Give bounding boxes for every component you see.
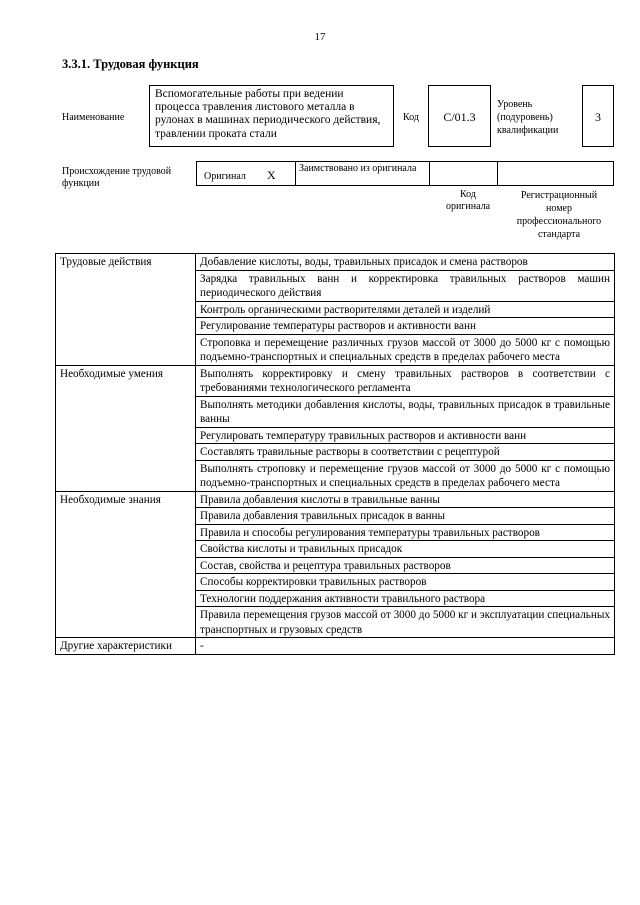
knowledge-item: Правила добавления травильных присадок в ванны — [196, 508, 615, 525]
table-row — [56, 638, 615, 655]
page-number: 17 — [314, 31, 326, 43]
code-original-label: Код оригинала — [445, 189, 491, 212]
skill-item: Выполнять методики добавления кислоты, воды, травильных присадок в травильные ванны — [196, 396, 615, 427]
table-row — [56, 365, 615, 396]
reg-number-label-line: стандарта — [537, 229, 581, 240]
reg-number-label-line: номер — [546, 203, 572, 214]
labor-action-item: Контроль органическими растворителями деталей и изделий — [196, 301, 615, 318]
labor-action-item: Зарядка травильных ванн и корректировка травильных растворов машин периодического действия — [196, 270, 615, 301]
name-label: Наименование — [62, 112, 125, 123]
table-row — [56, 491, 615, 508]
knowledge-item: Правила добавления кислоты в травильные ванны — [196, 491, 615, 508]
level-value-box — [582, 85, 614, 147]
skill-item: Выполнять строповку и перемещение грузов массой от 3000 до 5000 кг с помощью подъемно-транспортных и специальных средств в пределах рабочего места — [196, 460, 615, 491]
other-characteristics-value: - — [196, 638, 615, 655]
level-value: 3 — [595, 110, 601, 124]
origin-row — [196, 161, 614, 186]
level-label — [497, 98, 558, 137]
labor-action-item: Регулирование температуры растворов и активности ванн — [196, 318, 615, 335]
knowledge-item: Способы корректировки травильных растворов — [196, 574, 615, 591]
borrowed-label: Заимствовано из оригинала — [299, 163, 417, 174]
skill-item: Составлять травильные растворы в соответствии с рецептурой — [196, 444, 615, 461]
required-knowledge-label: Необходимые знания — [56, 491, 196, 638]
level-label-line: квалификации — [497, 125, 559, 136]
code-label: Код — [403, 112, 419, 123]
knowledge-item: Правила перемещения грузов массой от 3000 до 5000 кг и эксплуатации специальных транспортных и грузовых средств — [196, 607, 615, 638]
original-mark: Х — [267, 168, 276, 182]
knowledge-item: Состав, свойства и рецептура травильных растворов — [196, 557, 615, 574]
borrowed-cell — [296, 161, 430, 186]
labor-action-item: Добавление кислоты, воды, травильных присадок и смена растворов — [196, 254, 615, 271]
code-value: С/01.3 — [443, 110, 476, 124]
function-table — [55, 253, 615, 655]
reg-number-label — [500, 189, 618, 241]
section-title: 3.3.1. Трудовая функция — [62, 57, 199, 71]
level-label-line: (подуровень) — [497, 112, 553, 123]
other-characteristics-label: Другие характеристики — [56, 638, 196, 655]
skill-item: Выполнять корректировку и смену травильных растворов в соответствии с требованиями технологического регламента — [196, 365, 615, 396]
original-label: Оригинал — [204, 171, 246, 182]
origin-label: Происхождение трудовой функции — [62, 166, 172, 189]
reg-number-cell — [498, 161, 614, 186]
code-original-cell — [430, 161, 498, 186]
required-skills-label: Необходимые умения — [56, 365, 196, 491]
reg-number-label-line: профессионального — [516, 216, 602, 227]
name-value-box — [149, 85, 394, 147]
original-cell — [196, 161, 296, 186]
knowledge-item: Свойства кислоты и травильных присадок — [196, 541, 615, 558]
skill-item: Регулировать температуру травильных растворов и активности ванн — [196, 427, 615, 444]
knowledge-item: Технологии поддержания активности травильного раствора — [196, 590, 615, 607]
name-value: Вспомогательные работы при ведении процесса травления листового металла в рулонах в машинах периодического действия, травлении проката стали — [155, 88, 381, 140]
level-label-line: Уровень — [497, 99, 533, 110]
reg-number-label-line: Регистрационный — [520, 190, 598, 201]
code-value-box — [428, 85, 491, 147]
labor-actions-label: Трудовые действия — [56, 254, 196, 366]
table-row — [56, 254, 615, 271]
labor-action-item: Строповка и перемещение различных грузов массой от 3000 до 5000 кг с помощью подъемно-транспортных и специальных средств в пределах рабочего места — [196, 334, 615, 365]
knowledge-item: Правила и способы регулирования температуры травильных растворов — [196, 524, 615, 541]
